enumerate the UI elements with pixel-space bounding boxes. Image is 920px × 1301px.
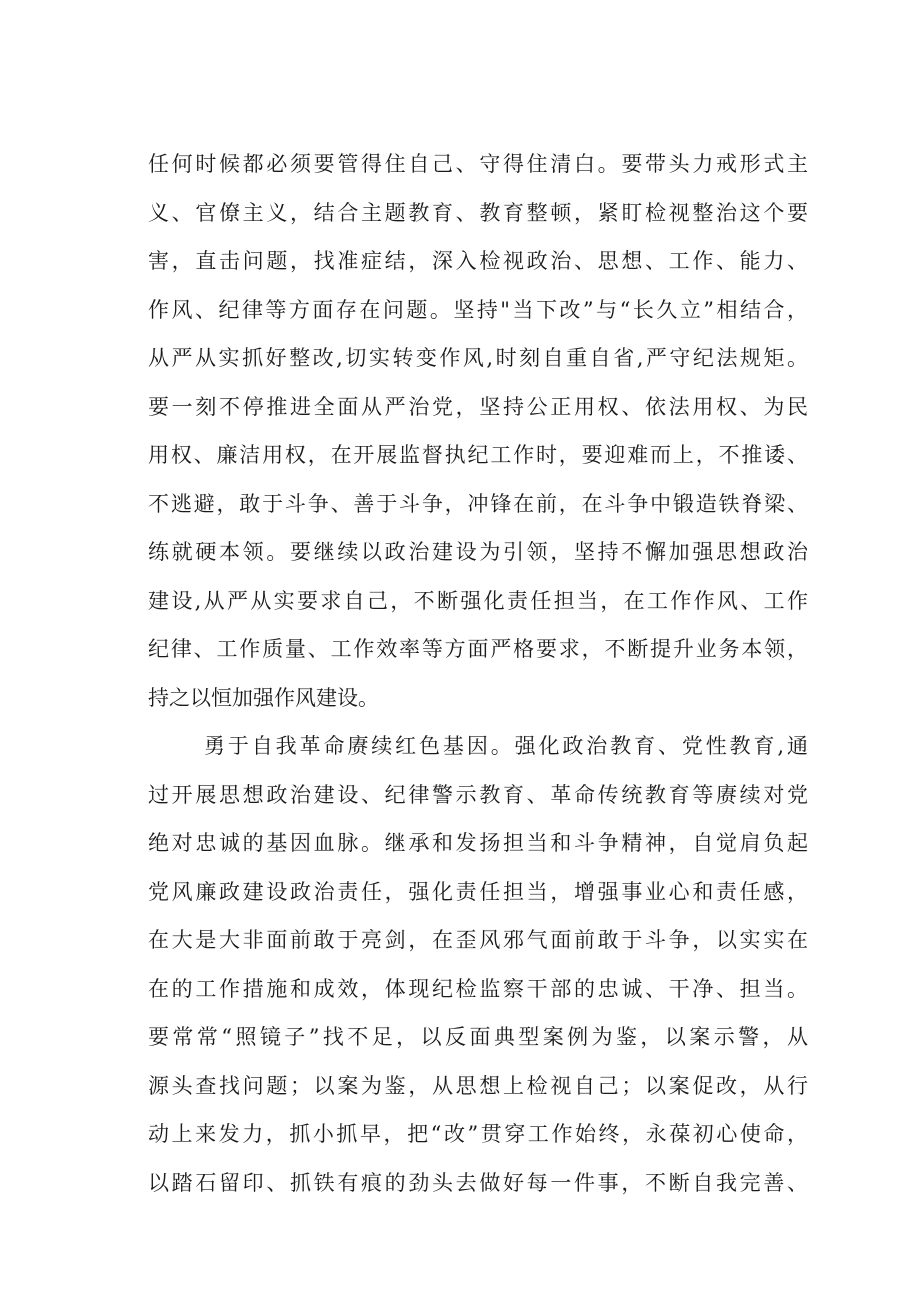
text-line: 在大是大非面前敢于亮剑，在歪风邪气面前敢于斗争，以实实在 (148, 928, 808, 952)
text-line: 义、官僚主义，结合主题教育、教育整顿，紧盯检视整治这个要 (148, 200, 808, 225)
text-line: 害，直击问题，找准症结，深入检视政治、思想、工作、能力、 (148, 249, 808, 273)
paragraph-2 (148, 722, 808, 1207)
text-line: 练就硬本领。要继续以政治建设为引领，坚持不懈加强思想政治 (148, 540, 808, 564)
text-line: 过开展思想政治建设、纪律警示教育、革命传统教育等赓续对党 (148, 782, 808, 807)
text-line: 建设,从严从实要求自己，不断强化责任担当，在工作作风、工作 (148, 588, 808, 613)
text-line: 要一刻不停推进全面从严治党，坚持公正用权、依法用权、为民 (148, 394, 808, 419)
text-line: 要常常“照镜子”找不足，以反面典型案例为鉴，以案示警，从 (148, 1025, 808, 1049)
text-line: 动上来发力，抓小抓早，把“改”贯穿工作始终，永葆初心使命， (148, 1122, 808, 1146)
text-line: 绝对忠诚的基因血脉。继承和发扬担当和斗争精神，自觉肩负起 (148, 831, 808, 855)
text-line: 源头查找问题；以案为鉴，从思想上检视自己；以案促改，从行 (148, 1073, 808, 1098)
text-line: 从严从实抓好整改,切实转变作风,时刻自重自省,严守纪法规矩。 (148, 346, 808, 370)
text-line: 以踏石留印、抓铁有痕的劲头去做好每一件事，不断自我完善、 (148, 1170, 808, 1195)
text-line: 任何时候都必须要管得住自己、守得住清白。要带头力戒形式主 (148, 152, 808, 176)
document-body (148, 140, 808, 1207)
paragraph-1 (148, 140, 808, 722)
text-line: 用权、廉洁用权，在开展监督执纪工作时，要迎难而上，不推诿、 (148, 443, 808, 467)
text-line: 作风、纪律等方面存在问题。坚持"当下改”与“长久立”相结合， (148, 297, 808, 322)
text-line: 纪律、工作质量、工作效率等方面严格要求，不断提升业务本领， (148, 637, 808, 661)
text-line: 在的工作措施和成效，体现纪检监察干部的忠诚、干净、担当。 (148, 976, 808, 1001)
text-line: 党风廉政建设政治责任，强化责任担当，增强事业心和责任感， (148, 879, 808, 904)
text-line: 勇于自我革命赓续红色基因。强化政治教育、党性教育,通 (204, 734, 808, 758)
text-line: 不逃避，敢于斗争、善于斗争，冲锋在前，在斗争中锻造铁脊梁、 (148, 491, 808, 516)
text-line: 持之以恒加强作风建设。 (148, 685, 379, 710)
